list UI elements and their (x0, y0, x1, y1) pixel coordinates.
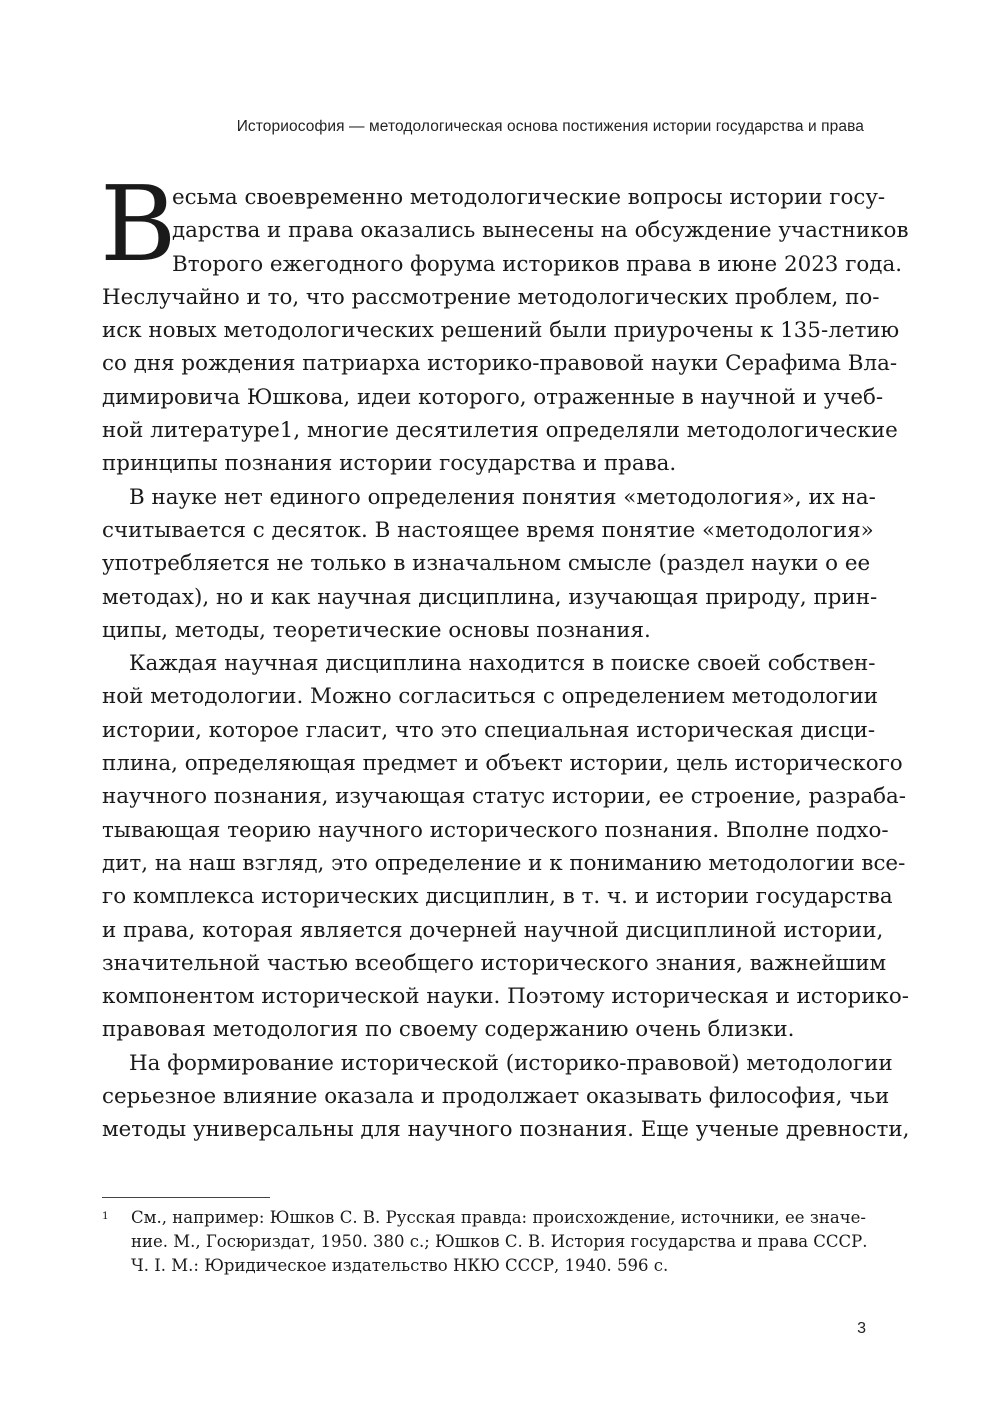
text-line: есьма своевременно методологические вопросы истории госу- (172, 185, 886, 210)
text-line: ципы, методы, теоретические основы познания. (102, 617, 651, 643)
text-line: значительной частью всеобщего исторического знания, важнейшим (102, 950, 887, 976)
text-line: со дня рождения патриарха историко-правовой науки Серафима Вла- (102, 351, 898, 377)
footnote-number: 1 (102, 1210, 109, 1222)
text-line: димировича Юшкова, идеи которого, отраженные в научной и учеб- (102, 384, 884, 410)
footnote-divider (102, 1197, 270, 1198)
text-line: дит, на наш взгляд, это определение и к пониманию методологии все- (102, 850, 906, 876)
text-line: го комплекса исторических дисциплин, в т. ч. и истории государства (102, 884, 893, 910)
text-line: На формирование исторической (историко-правовой) методологии (129, 1050, 893, 1076)
footnote-line: ние. М., Госюриздат, 1950. 380 с.; Юшков С. В. История государства и права СССР. (131, 1232, 868, 1251)
footnote-line: См., например: Юшков С. В. Русская правда: происхождение, источники, ее значе- (131, 1208, 866, 1227)
text-line: Неслучайно и то, что рассмотрение методологических проблем, по- (102, 284, 880, 310)
text-line: иск новых методологических решений были приурочены к 135-летию (102, 318, 900, 344)
text-line: плина, определяющая предмет и объект истории, цель исторического (102, 751, 903, 777)
text-line: дарства и права оказались вынесены на обсуждение участников (172, 218, 909, 244)
running-header: Историософия — методологическая основа постижения истории государства и права (236, 118, 864, 135)
text-line: правовая методология по своему содержанию очень близки. (102, 1017, 795, 1043)
footnote (102, 1206, 866, 1278)
text-line: Каждая научная дисциплина находится в поиске своей собствен- (129, 651, 876, 677)
text-line: ной литературе1, многие десятилетия определяли методологические (102, 418, 898, 444)
footnote-line: Ч. I. М.: Юридическое издательство НКЮ СССР, 1940. 596 с. (131, 1256, 669, 1275)
text-line: считывается с десяток. В настоящее время понятие «методология» (102, 517, 874, 543)
text-line: В науке нет единого определения понятия «методология», их на- (129, 484, 876, 510)
text-line: принципы познания истории государства и права. (102, 451, 677, 477)
text-line: методах), но и как научная дисциплина, изучающая природу, прин- (102, 584, 878, 610)
text-line: истории, которое гласит, что это специальная историческая дисци- (102, 717, 876, 743)
text-line: тывающая теорию научного исторического познания. Вполне подхо- (102, 817, 889, 843)
drop-cap: В (100, 163, 177, 285)
text-line: и права, которая является дочерней научной дисциплиной истории, (102, 917, 884, 943)
text-line: научного познания, изучающая статус истории, ее строение, разраба- (102, 784, 907, 810)
text-line: серьезное влияние оказала и продолжает оказывать философия, чьи (102, 1084, 890, 1110)
text-line: компонентом исторической науки. Поэтому историческая и историко- (102, 984, 909, 1010)
text-line: употребляется не только в изначальном смысле (раздел науки о ее (102, 551, 871, 577)
text-line: методы универсальны для научного познания. Еще ученые древности, (102, 1117, 910, 1143)
text-line: Второго ежегодного форума историков права в июне 2023 года. (172, 251, 903, 277)
text-line: ной методологии. Можно согласиться с определением методологии (102, 684, 879, 710)
page-number: 3 (857, 1320, 866, 1337)
body-text (100, 163, 910, 1147)
